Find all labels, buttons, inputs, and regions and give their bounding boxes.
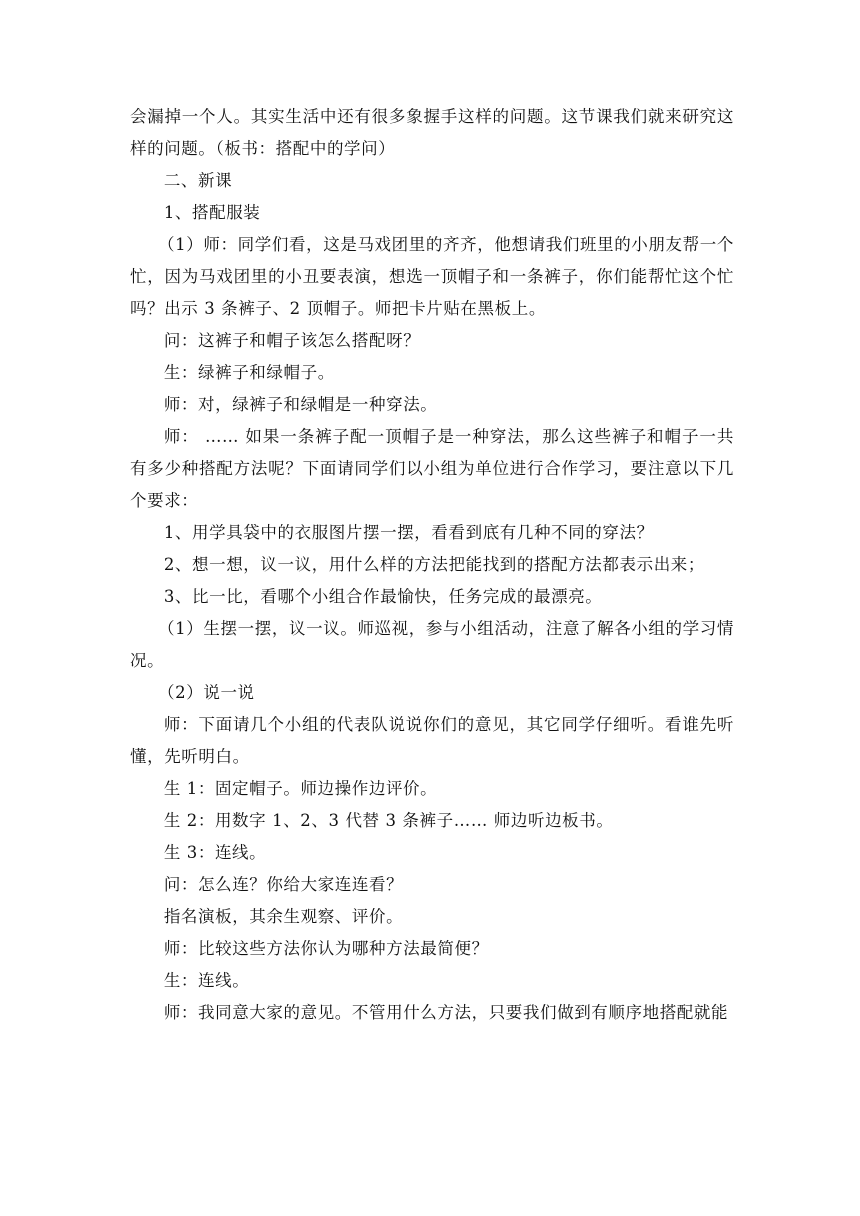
requirement-item-2: 2、想一想，议一议，用什么样的方法把能找到的搭配方法都表示出来； xyxy=(163,555,706,574)
heading-clothing-matching: 1、搭配服装 xyxy=(163,203,261,222)
heading-new-lesson: 二、新课 xyxy=(163,171,233,190)
heading-say-it: （2）说一说 xyxy=(158,683,255,702)
document-body xyxy=(130,101,734,1029)
paragraph-student-1: 生 1：固定帽子。师边操作边评价。 xyxy=(163,779,438,798)
paragraph-compare-methods: 师：比较这些方法你认为哪种方法最简便？ xyxy=(163,939,489,958)
paragraph-question-connect: 问：怎么连？你给大家连连看？ xyxy=(163,875,404,894)
requirement-item-3: 3、比一比，看哪个小组合作最愉快，任务完成的最漂亮。 xyxy=(163,587,603,606)
paragraph-student-connect: 生：连线。 xyxy=(163,971,250,990)
requirement-item-1: 1、用学具袋中的衣服图片摆一摆，看看到底有几种不同的穿法？ xyxy=(163,523,654,542)
paragraph-students-discuss: （1）生摆一摆，议一议。师巡视，参与小组活动，注意了解各小组的学习情况。 xyxy=(130,619,734,670)
paragraph-student-3: 生 3：连线。 xyxy=(163,843,267,862)
paragraph-board-demo: 指名演板，其余生观察、评价。 xyxy=(163,907,404,926)
paragraph-teacher-request: 师：下面请几个小组的代表队说说你们的意见，其它同学仔细听。看谁先听懂，先听明白。 xyxy=(130,715,734,766)
paragraph-student-answer: 生：绿裤子和绿帽子。 xyxy=(163,363,335,382)
paragraph-continued-intro: 会漏掉一个人。其实生活中还有很多象握手这样的问题。这节课我们就来研究这样的问题。（板书：搭配中的学问） xyxy=(130,107,734,158)
paragraph-teacher-agree: 师：我同意大家的意见。不管用什么方法，只要我们做到有顺序地搭配就能 xyxy=(163,1003,729,1022)
paragraph-question-matching: 问：这裤子和帽子该怎么搭配呀？ xyxy=(163,331,421,350)
paragraph-teacher-confirm: 师：对，绿裤子和绿帽是一种穿法。 xyxy=(163,395,438,414)
paragraph-teacher-task: 师： …… 如果一条裤子配一顶帽子是一种穿法，那么这些裤子和帽子一共有多少种搭配方法呢？下面请同学们以小组为单位进行合作学习，要注意以下几个要求： xyxy=(130,427,734,510)
paragraph-teacher-intro: （1）师：同学们看，这是马戏团里的齐齐，他想请我们班里的小朋友帮一个忙，因为马戏团里的小丑要表演，想选一顶帽子和一条裤子，你们能帮忙这个忙吗？出示 3 条裤子、2 顶帽子。师把卡片贴在黑板上。 xyxy=(130,235,734,318)
paragraph-student-2: 生 2：用数字 1、2、3 代替 3 条裤子…… 师边听边板书。 xyxy=(163,811,614,830)
